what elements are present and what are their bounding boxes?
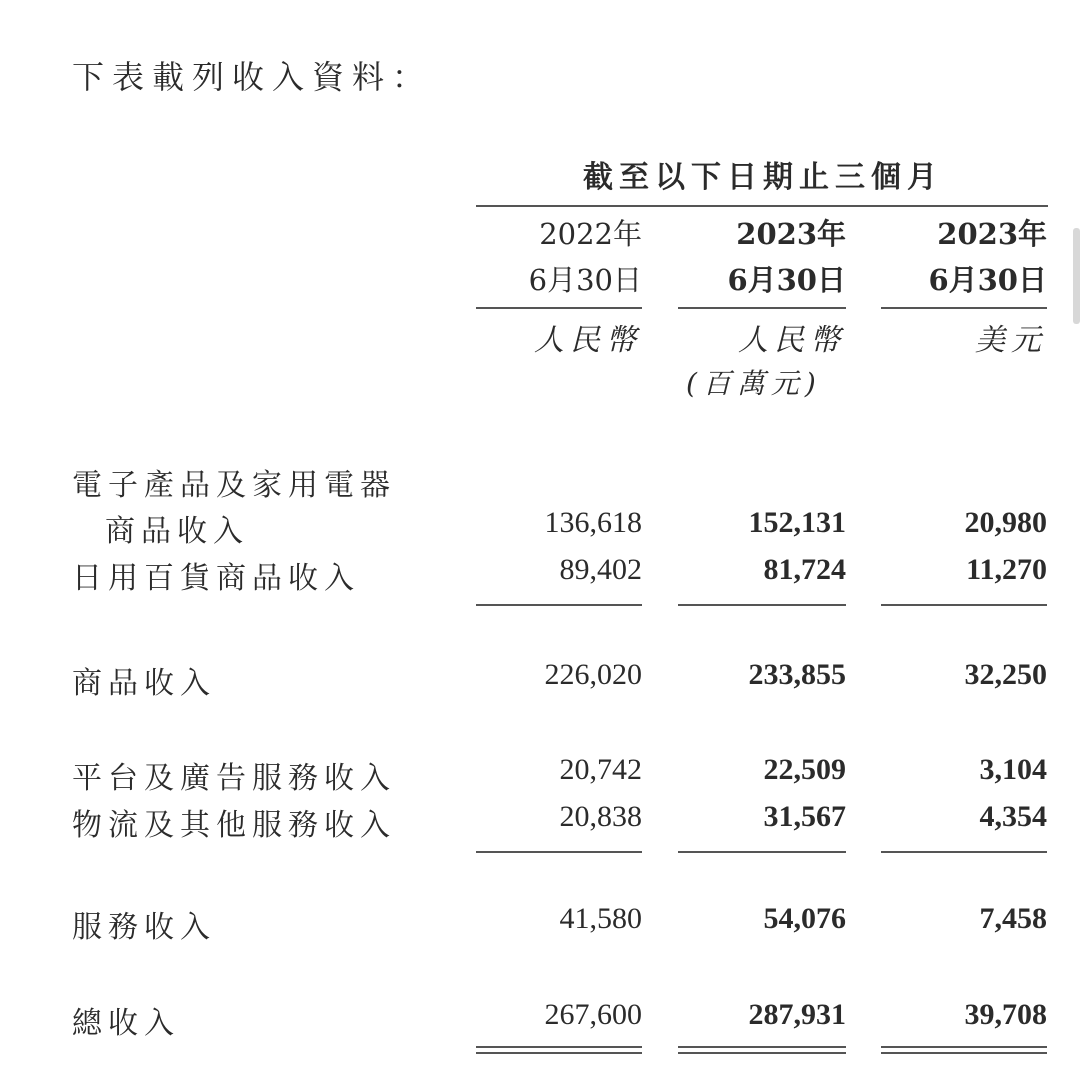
col2-header-rule bbox=[678, 307, 846, 309]
period-header: 截至以下日期止三個月 bbox=[583, 160, 943, 195]
row-general-label: 日用百貨商品收入 bbox=[72, 561, 360, 596]
row-merchandise-label: 商品收入 bbox=[72, 666, 216, 701]
col3-date: 6月30日 bbox=[928, 263, 1047, 297]
row-total-label: 總收入 bbox=[72, 1006, 180, 1041]
col3-currency: 美元 bbox=[975, 323, 1047, 358]
col2-date: 6月30日 bbox=[727, 263, 846, 297]
scrollbar-handle[interactable] bbox=[1073, 228, 1080, 324]
row-general-value-2023-rmb: 81,724 bbox=[763, 553, 846, 586]
services-rule-1 bbox=[476, 851, 642, 853]
row-services-value-2022: 41,580 bbox=[559, 902, 642, 935]
col3-year: 2023年 bbox=[937, 217, 1047, 251]
row-merchandise-value-2023-rmb: 233,855 bbox=[748, 658, 846, 691]
unit-label: (百萬元) bbox=[686, 367, 822, 400]
col2-year: 2023年 bbox=[736, 217, 846, 251]
subtotal-rule-2 bbox=[678, 604, 846, 606]
subtotal-rule-1 bbox=[476, 604, 642, 606]
row-total-value-2023-rmb: 287,931 bbox=[748, 998, 846, 1031]
services-rule-3 bbox=[881, 851, 1047, 853]
col1-currency: 人民幣 bbox=[534, 323, 642, 358]
row-platform-label: 平台及廣告服務收入 bbox=[72, 761, 396, 796]
period-rule bbox=[476, 205, 1048, 207]
row-electronics-label-1: 電子產品及家用電器 bbox=[72, 468, 396, 503]
row-services-value-2023-rmb: 54,076 bbox=[763, 902, 846, 935]
intro-text: 下表載列收入資料： bbox=[72, 58, 433, 96]
col1-header-rule bbox=[476, 307, 642, 309]
row-logistics-value-2022: 20,838 bbox=[559, 800, 642, 833]
row-services-value-2023-usd: 7,458 bbox=[979, 902, 1047, 935]
subtotal-rule-3 bbox=[881, 604, 1047, 606]
row-general-value-2023-usd: 11,270 bbox=[966, 553, 1047, 586]
services-rule-2 bbox=[678, 851, 846, 853]
col1-date: 6月30日 bbox=[528, 263, 642, 297]
total-double-rule-2 bbox=[678, 1046, 846, 1054]
row-logistics-value-2023-usd: 4,354 bbox=[979, 800, 1047, 833]
row-platform-value-2022: 20,742 bbox=[559, 753, 642, 786]
row-platform-value-2023-usd: 3,104 bbox=[979, 753, 1047, 786]
col1-year: 2022年 bbox=[539, 217, 642, 251]
row-electronics-value-2023-rmb: 152,131 bbox=[748, 506, 846, 539]
row-electronics-label-2: 商品收入 bbox=[105, 514, 249, 549]
col3-header-rule bbox=[881, 307, 1047, 309]
row-logistics-label: 物流及其他服務收入 bbox=[72, 808, 396, 843]
row-platform-value-2023-rmb: 22,509 bbox=[763, 753, 846, 786]
row-electronics-value-2022: 136,618 bbox=[544, 506, 642, 539]
row-logistics-value-2023-rmb: 31,567 bbox=[763, 800, 846, 833]
row-general-value-2022: 89,402 bbox=[559, 553, 642, 586]
row-merchandise-value-2022: 226,020 bbox=[544, 658, 642, 691]
total-double-rule-1 bbox=[476, 1046, 642, 1054]
row-electronics-value-2023-usd: 20,980 bbox=[964, 506, 1047, 539]
row-total-value-2023-usd: 39,708 bbox=[964, 998, 1047, 1031]
row-services-label: 服務收入 bbox=[72, 910, 216, 945]
row-total-value-2022: 267,600 bbox=[544, 998, 642, 1031]
col2-currency: 人民幣 bbox=[738, 323, 846, 358]
row-merchandise-value-2023-usd: 32,250 bbox=[964, 658, 1047, 691]
total-double-rule-3 bbox=[881, 1046, 1047, 1054]
